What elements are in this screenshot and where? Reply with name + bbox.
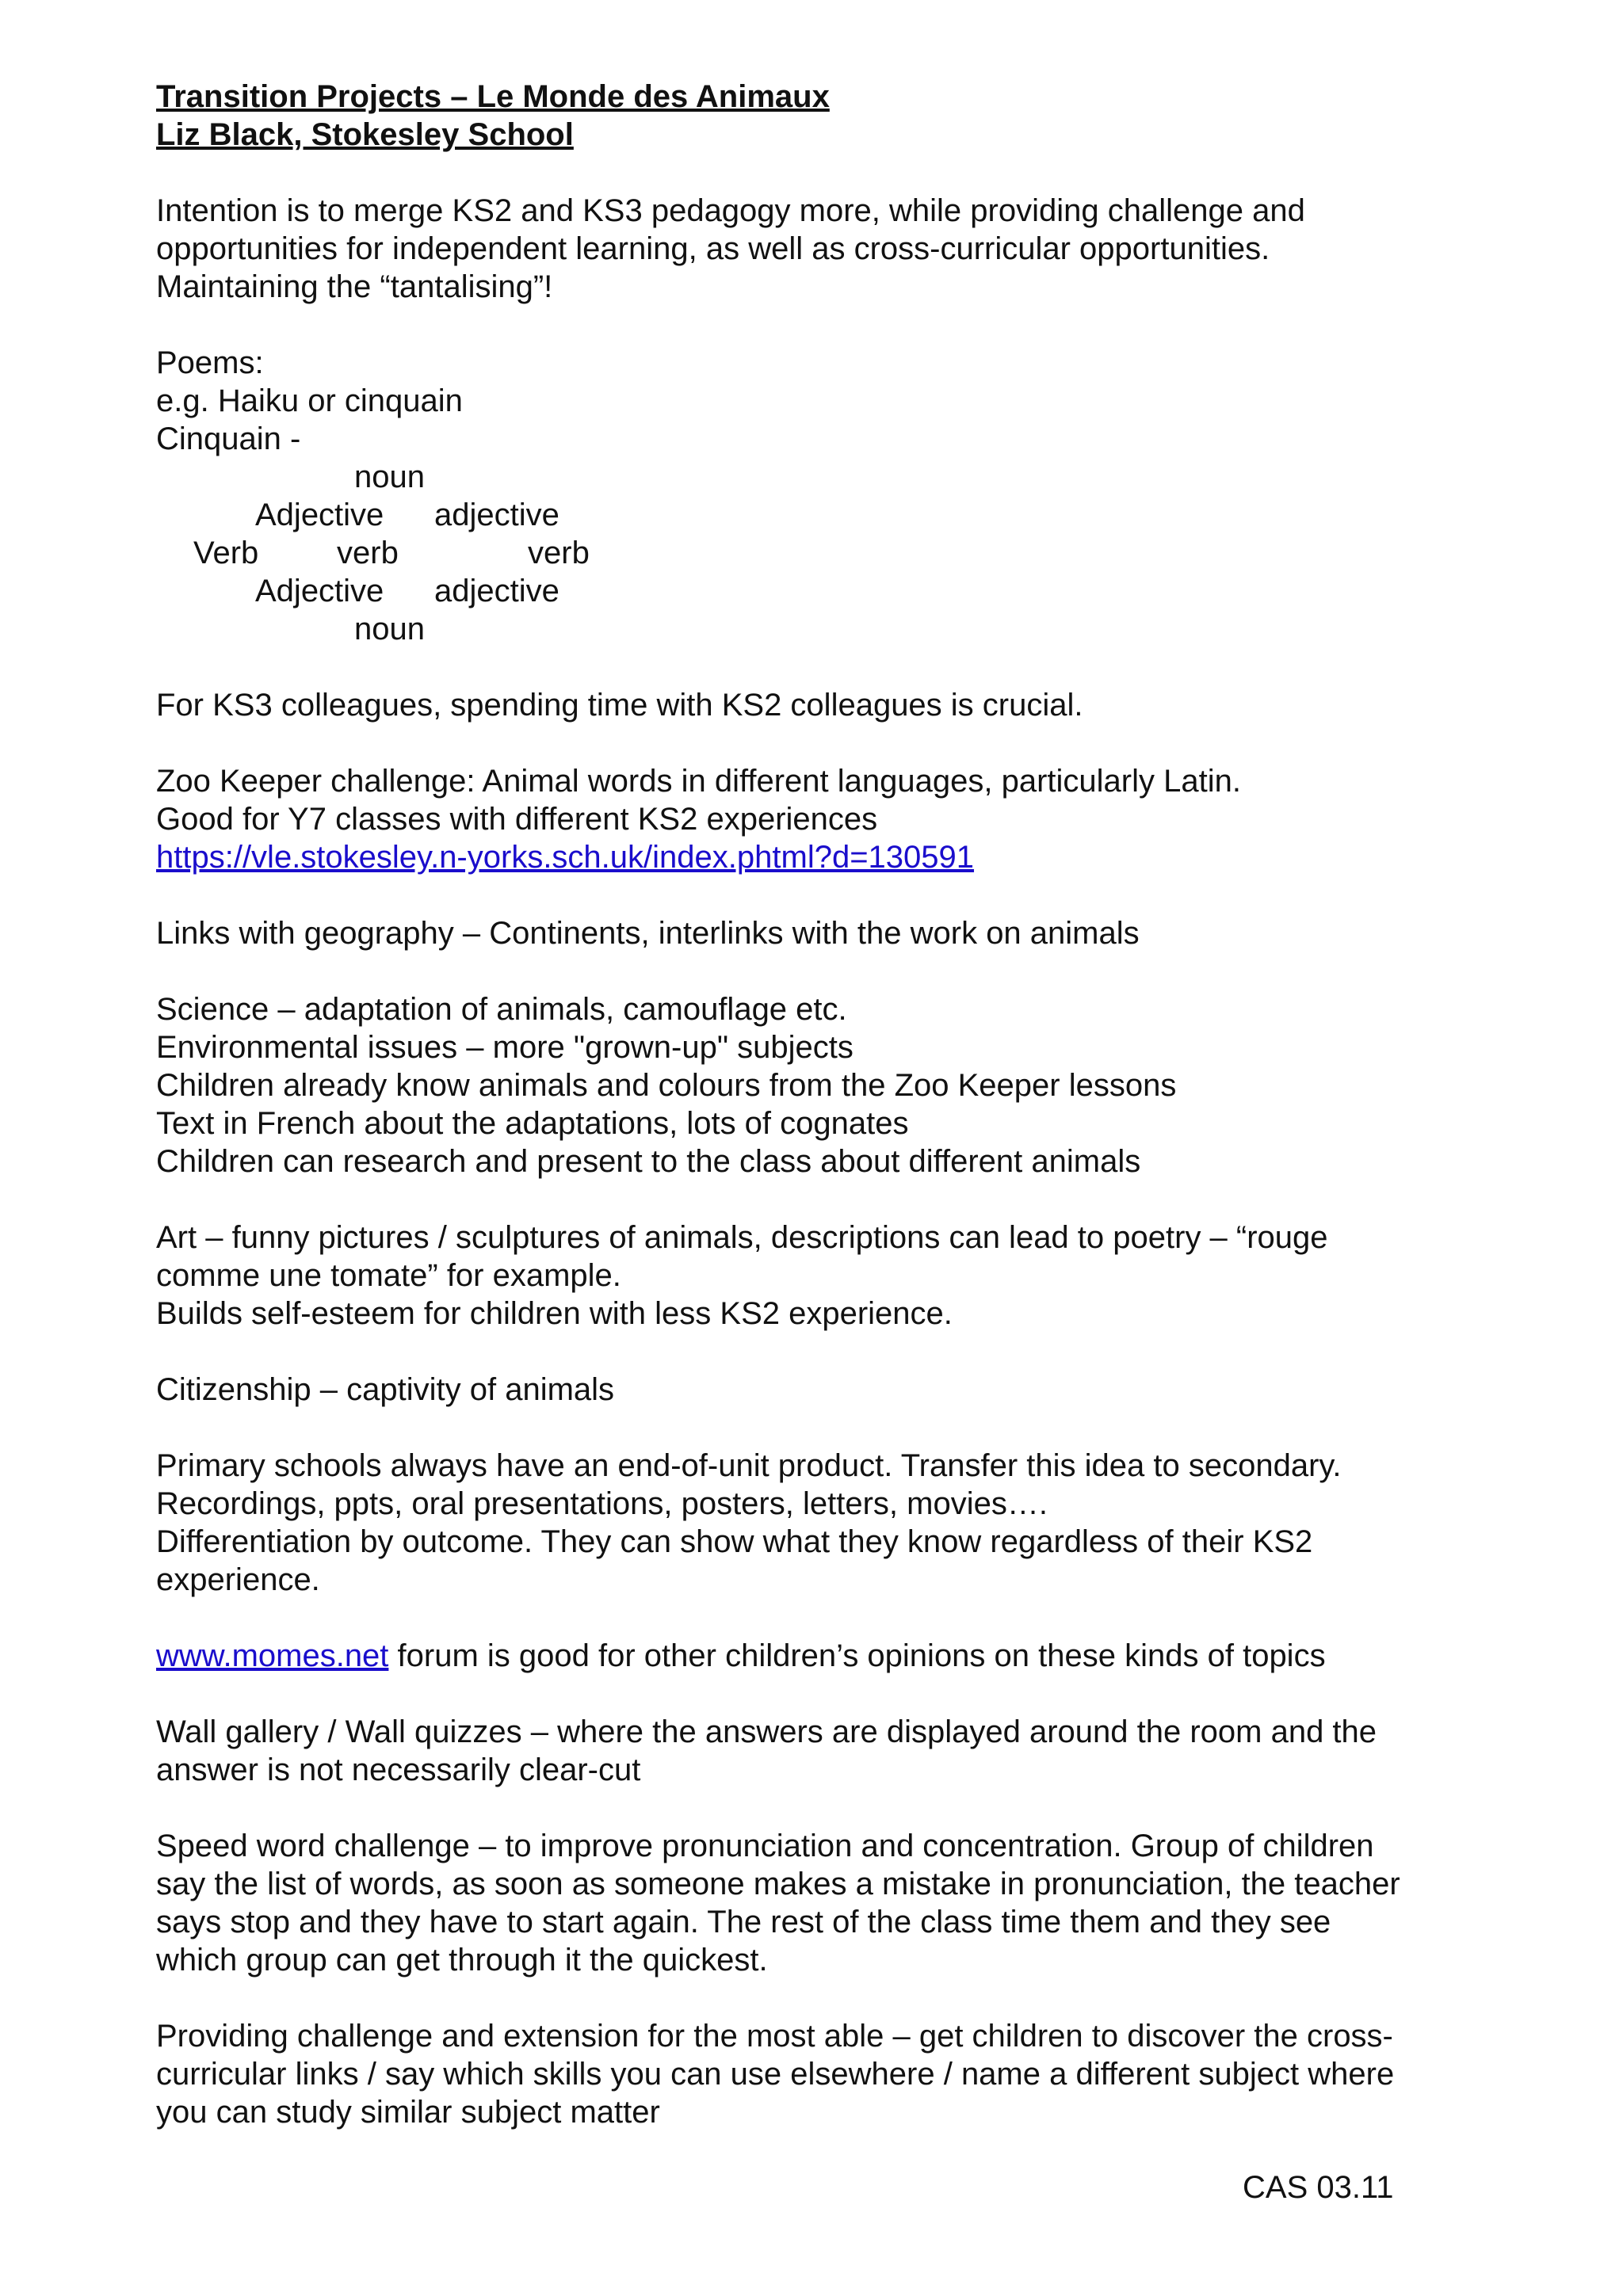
intro-line: opportunities for independent learning, as well as cross-curricular opportunities. — [156, 231, 1270, 266]
cinquain-word: Verb — [193, 536, 259, 570]
challenge-line: you can study similar subject matter — [156, 2095, 660, 2130]
primary-line: Primary schools always have an end-of-unit product. Transfer this idea to secondary. — [156, 1448, 1342, 1483]
poems-example: e.g. Haiku or cinquain — [156, 383, 463, 418]
zoo-line: Good for Y7 classes with different KS2 experiences — [156, 802, 878, 837]
speed-line: which group can get through it the quickest. — [156, 1943, 768, 1978]
speed-line: says stop and they have to start again. The rest of the class time them and they see — [156, 1905, 1331, 1939]
geography-line: Links with geography – Continents, interlinks with the work on animals — [156, 916, 1140, 951]
science-line: Science – adaptation of animals, camouflage etc. — [156, 992, 847, 1027]
cinquain-word: verb — [337, 536, 399, 570]
art-line: Art – funny pictures / sculptures of animals, descriptions can lead to poetry – “rouge — [156, 1220, 1328, 1255]
challenge-line: curricular links / say which skills you can use elsewhere / name a different subject where — [156, 2057, 1395, 2092]
challenge-line: Providing challenge and extension for the most able – get children to discover the cross- — [156, 2019, 1393, 2054]
science-line: Text in French about the adaptations, lots of cognates — [156, 1106, 909, 1141]
momes-line — [156, 1637, 1326, 1675]
citizenship-line: Citizenship – captivity of animals — [156, 1372, 615, 1407]
ks3-note: For KS3 colleagues, spending time with KS2 colleagues is crucial. — [156, 688, 1083, 723]
science-line: Children already know animals and colours from the Zoo Keeper lessons — [156, 1068, 1177, 1103]
momes-text: forum is good for other children’s opinions on these kinds of topics — [388, 1638, 1326, 1673]
primary-line: experience. — [156, 1562, 320, 1597]
intro-line: Intention is to merge KS2 and KS3 pedagogy more, while providing challenge and — [156, 193, 1305, 228]
zoo-line: Zoo Keeper challenge: Animal words in different languages, particularly Latin. — [156, 764, 1241, 799]
cinquain-word: noun — [354, 460, 425, 494]
cinquain-label: Cinquain - — [156, 421, 301, 456]
vle-link[interactable]: https://vle.stokesley.n-yorks.sch.uk/index.phtml?d=130591 — [156, 840, 975, 875]
primary-line: Recordings, ppts, oral presentations, posters, letters, movies…. — [156, 1486, 1048, 1521]
document-title: Transition Projects – Le Monde des Animaux — [156, 79, 830, 114]
intro-line: Maintaining the “tantalising”! — [156, 269, 553, 304]
cinquain-word: verb — [528, 536, 590, 570]
science-line: Environmental issues – more "grown-up" subjects — [156, 1030, 854, 1065]
cinquain-word: adjective — [434, 498, 559, 532]
footer-code: CAS 03.11 — [1243, 2170, 1394, 2205]
art-line: comme une tomate” for example. — [156, 1258, 621, 1293]
primary-line: Differentiation by outcome. They can show what they know regardless of their KS2 — [156, 1524, 1313, 1559]
wall-line: answer is not necessarily clear-cut — [156, 1753, 641, 1787]
speed-line: Speed word challenge – to improve pronunciation and concentration. Group of children — [156, 1829, 1374, 1863]
poems-heading: Poems: — [156, 345, 264, 380]
science-line: Children can research and present to the class about different animals — [156, 1144, 1141, 1179]
momes-link[interactable]: www.momes.net — [156, 1638, 389, 1673]
cinquain-word: Adjective — [255, 574, 384, 608]
document-author: Liz Black, Stokesley School — [156, 117, 574, 152]
cinquain-word: Adjective — [255, 498, 384, 532]
wall-line: Wall gallery / Wall quizzes – where the answers are displayed around the room and the — [156, 1714, 1377, 1749]
cinquain-word: adjective — [434, 574, 559, 608]
cinquain-word: noun — [354, 612, 425, 646]
speed-line: say the list of words, as soon as someone makes a mistake in pronunciation, the teacher — [156, 1867, 1400, 1901]
art-line: Builds self-esteem for children with less KS2 experience. — [156, 1296, 953, 1331]
